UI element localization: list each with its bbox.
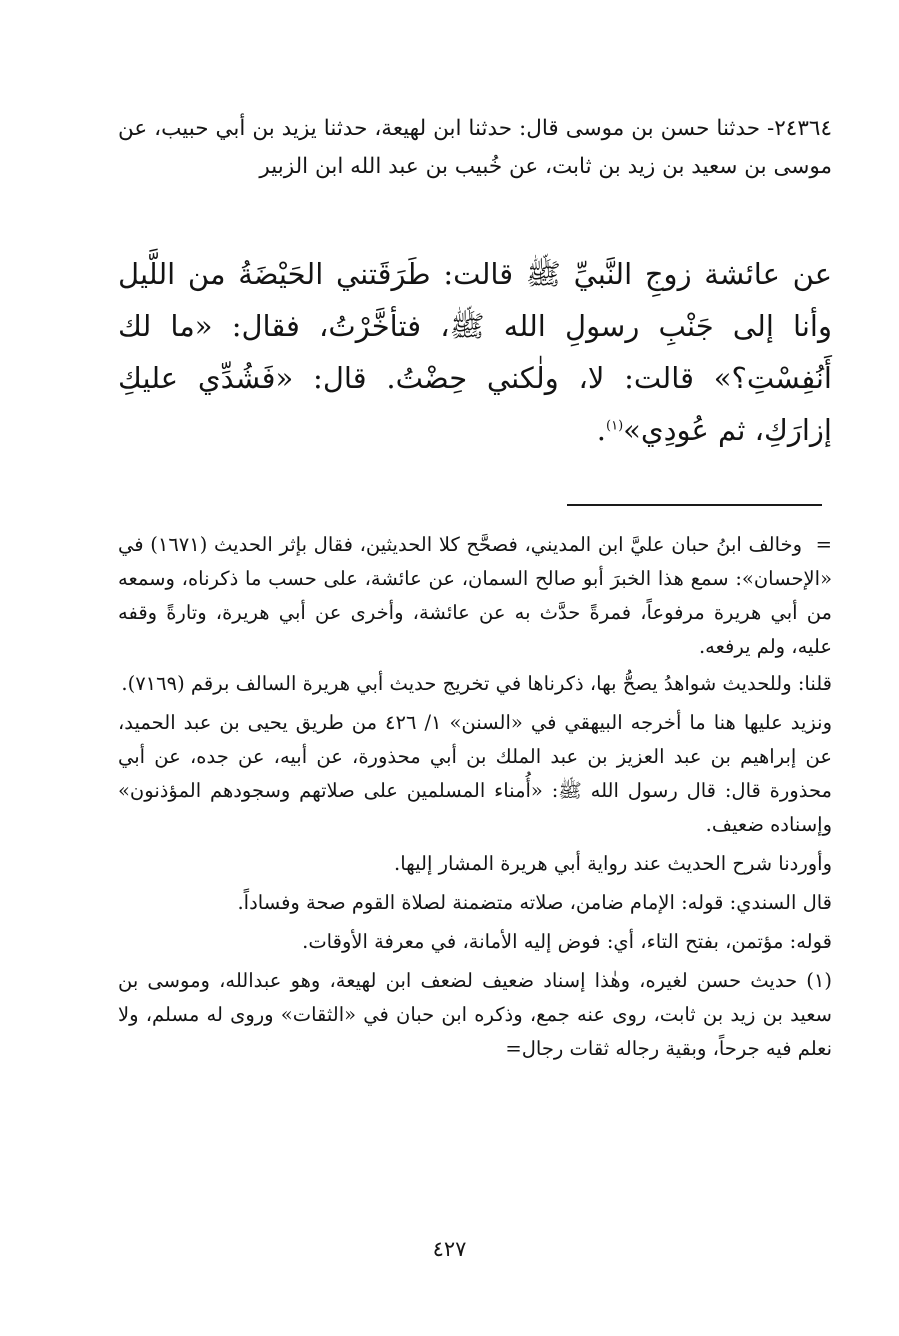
hadith-isnad: [118, 110, 832, 186]
footnote-marker: (١): [606, 418, 624, 434]
footnote-paragraph: قلنا: وللحديث شواهدُ يصحُّ بها، ذكرناها في تخريج حديث أبي هريرة السالف برقم (٧١٦٩).: [121, 672, 832, 695]
footnote-paragraph: قوله: مؤتمن، بفتح التاء، أي: فوض إليه الأمانة، في معرفة الأوقات.: [302, 930, 832, 953]
footnote-paragraph: قال السندي: قوله: الإمام ضامن، صلاته متضمنة لصلاة القوم صحة وفساداً.: [237, 891, 832, 914]
hadith-matn: [118, 248, 832, 456]
matn-text: عن عائشة زوجِ النَّبيِّ ﷺ قالت: طَرَقَتني الحَيْضَةُ من اللَّيل وأنا إلى جَنْبِ رسولِ الله ﷺ، فتأخَّرْتُ، فقال: «ما لك أَنُفِسْتِ؟» قالت: لا، ولٰكني حِضْتُ. قال: «فَشُدِّي عليكِ إزارَكِ، ثم عُودِي»: [118, 257, 832, 447]
footnotes: [118, 528, 832, 1071]
footnote-paragraph: (١) حديث حسن لغيره، وهٰذا إسناد ضعيف لضعف ابن لهيعة، وهو عبدالله، وموسى بن سعيد بن زيد بن ثابت، روى عنه جمع، وذكره ابن حبان في «الثقات» وروى له مسلم، ولا نعلم فيه جرحاً، وبقية رجاله ثقات رجال=: [118, 969, 832, 1060]
footnote-paragraph: =وخالف ابنُ حبان عليَّ ابن المديني، فصحَّح كلا الحديثين، فقال بإثر الحديث (١٦٧١) في «الإحسان»: سمع هذا الخبرَ أبو صالح السمان، عن عائشة، على حسب ما ذكرناه، وسمعه من أبي هريرة مرفوعاً، فمرةً حدَّث به عن عائشة، وأخرى عن أبي هريرة، وتارةً وقفه عليه، ولم يرفعه.: [118, 528, 832, 664]
page-number: ٤٢٧: [432, 1237, 467, 1261]
isnad-text: ٢٤٣٦٤- حدثنا حسن بن موسى قال: حدثنا ابن لهيعة، حدثنا يزيد بن أبي حبيب، عن موسى بن سعيد بن زيد بن ثابت، عن خُبيب بن عبد الله ابن الزبير: [118, 116, 832, 179]
continuation-mark: =: [815, 533, 832, 556]
footnote-paragraph: وأوردنا شرح الحديث عند رواية أبي هريرة المشار إليها.: [394, 852, 832, 875]
matn-end-period: .: [596, 413, 607, 447]
footnote-divider: [567, 504, 822, 506]
footnote-paragraph: ونزيد عليها هنا ما أخرجه البيهقي في «السنن» ١/ ٤٢٦ من طريق يحيى بن عبد الحميد، عن إبراهيم بن عبد العزيز بن عبد الملك بن أبي محذورة، عن أبيه، عن جده، عن أبي محذورة قال: قال رسول الله ﷺ: «أُمناء المسلمين على صلاتهم وسجودهم المؤذنون» وإسناده ضعيف.: [118, 711, 832, 836]
